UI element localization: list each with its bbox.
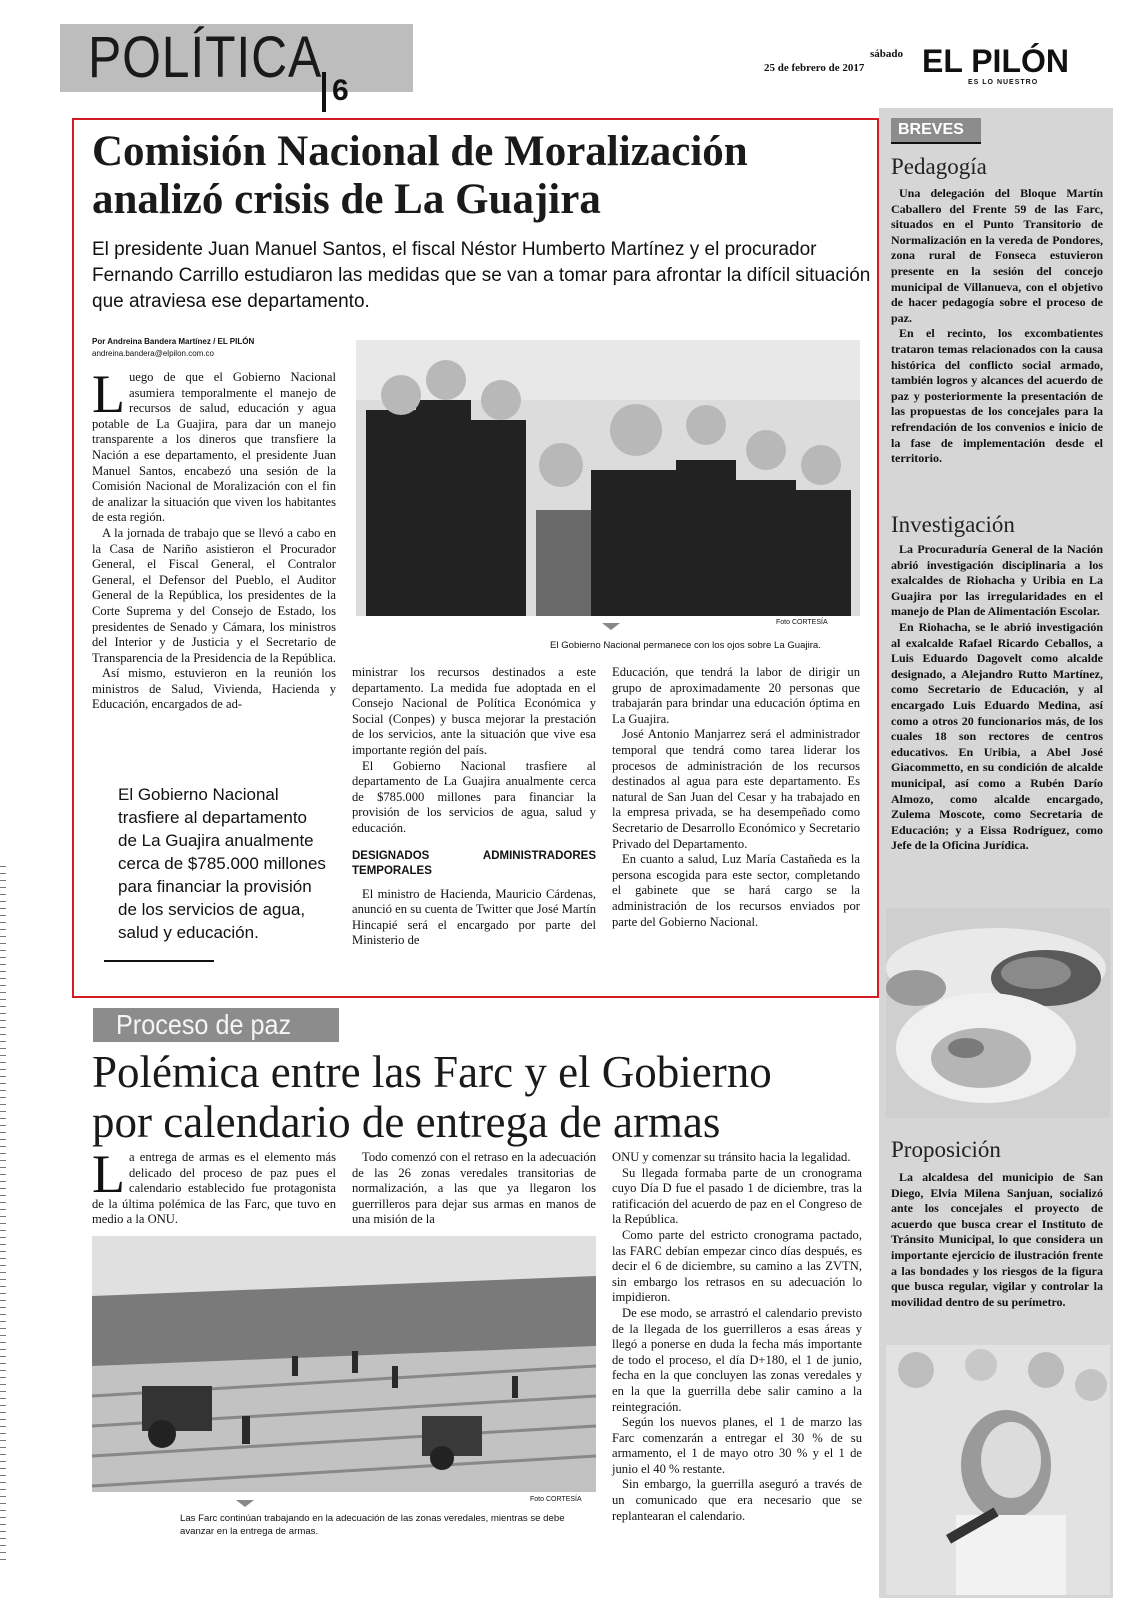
article1-byline: Por Andreina Bandera Martínez / EL PILÓN	[92, 337, 255, 346]
paragraph: Educación, que tendrá la labor de dirigir un grupo de aproximadamente 20 personas que trabajarán para brindar una educación óptima en La Guajira.	[612, 665, 860, 726]
paragraph: uego de que el Gobierno Nacional asumiera temporalmente el manejo de recursos de salud, educación y agua potable de La Guajira, para dar un manejo transparente a los dineros que transfiere la Nación a ese departamento, el presidente Juan Manuel Santos, encabezó una sesión de la Comisión Nacional de Moralización con el fin de analizar la situación que viven los habitantes de esta región.	[92, 370, 336, 525]
article2-kicker: Proceso de paz	[116, 1009, 292, 1040]
paragraph: Según los nuevos planes, el 1 de marzo las Farc comenzarán a entregar el 30 % de su armamento, el 1 de mayo otro 30 % y el 1 de junio el 40 % restante.	[612, 1415, 862, 1476]
pullquote: El Gobierno Nacional trasfiere al departamento de La Guajira anualmente cerca de $785.000 millones para financiar la provisión de los servicios de agua, salud y educación.	[118, 785, 326, 942]
field-work-photo	[92, 1236, 596, 1492]
brief-paragraph: En Riohacha, se le abrió investigación al exalcalde Rafael Ricardo Ceballos, a Luis Eduardo Dagovelt como alcalde designado, a Alejandro Rutto Martínez, como Secretario de Educación, y al encargado Luis Eduardo Medina, así como a otros 20 funcionarios más, de los cuales 18 son rectores de centros educativos. En Uribia, a Abel José Giacommetto, en su condición de alcalde municipal, así como a Rubén Darío Almozo, como alcalde encargado, Zulema Moscote, como Secretaria de Educación; y a Eissa Rodríguez, como Jefe de la Oficina Jurídica.	[891, 619, 1103, 853]
breves-rule	[891, 142, 981, 144]
article2-column-2	[352, 1150, 596, 1228]
caption-arrow-icon	[236, 1500, 254, 1507]
paragraph: El Gobierno Nacional trasfiere al departamento de La Guajira anualmente cerca de $785.000 millones para financiar la provisión de los servicios de agua, salud y educación.	[352, 758, 596, 835]
caption-arrow-icon	[602, 623, 620, 630]
scan-edge-marks	[0, 860, 6, 1560]
food-photo	[886, 908, 1110, 1118]
paragraph: ministrar los recursos destinados a este departamento. La medida fue adoptada en el Consejo Nacional de Política Económica y Social (Conpes) y busca mejorar la prestación de los servicios, ante la situación que vive esa importante región del país.	[352, 665, 596, 757]
newspaper-slogan: ES LO NUESTRO	[968, 79, 1039, 86]
article1-column-2	[352, 665, 596, 949]
article2-caption: Las Farc continúan trabajando en la adecuación de las zonas veredales, mientras se debe avanzar en la entrega de armas.	[180, 1513, 565, 1537]
mayor-photo-image	[886, 1345, 1110, 1595]
newspaper-logo: EL PILÓN	[922, 43, 1069, 79]
paragraph: José Antonio Manjarrez será el administrador temporal que tendrá como tarea liderar los procesos de administración de los recursos destinados al agua para este departamento. Es natural de San Juan del Cesar y ha trabajado en la empresa privada, se ha desempeñado como Secretario de Desarrollo Económico y Secretario Privado del Departamento.	[612, 727, 860, 851]
dropcap: L	[92, 1144, 125, 1204]
article1-column-1	[92, 364, 336, 713]
paragraph: ONU y comenzar su tránsito hacia la legalidad.	[612, 1150, 851, 1164]
brief-title-investigacion: Investigación	[891, 512, 1015, 537]
page-number-divider	[322, 72, 326, 112]
article1-caption: El Gobierno Nacional permanece con los ojos sobre La Guajira.	[550, 640, 821, 651]
paragraph: Así mismo, estuvieron en la reunión los ministros de Salud, Vivienda, Hacienda y Educación, encargados de ad-	[92, 666, 336, 712]
brief-paragraph: En el recinto, los excombatientes trataron temas relacionados con la causa histórica del conflicto social armado, también logros y alcances del acuerdo de paz y posteriormente la presentación de las propuestas de los concejales para la refrendación de los convenios e inicio de la fase de implementación desde el territorio.	[891, 326, 1103, 466]
brief-body-investigacion	[891, 542, 1103, 854]
mayor-photo	[886, 1345, 1110, 1595]
field-work-photo-image	[92, 1236, 596, 1492]
paragraph: En cuanto a salud, Luz María Castañeda es la persona escogida para este sector, completando el gabinete que se hará cargo se la administración de los recursos enviados por parte del Gobierno Nacional.	[612, 852, 860, 929]
brief-paragraph: La alcaldesa del municipio de San Diego, Elvia Milena Sanjuan, socializó ante los concejales el proyecto de acuerdo que busca crear el Instituto de Tránsito Municipal, lo que considera un importante ejercicio de ilustración frente a las bondades y los riesgos de la figura que busca regular, vigilar y controlar la movilidad dentro de su perímetro.	[891, 1170, 1103, 1309]
pullquote-rule	[104, 960, 214, 962]
brief-paragraph: La Procuraduría General de la Nación abrió investigación disciplinaria a los exalcaldes de Riohacha y Uribia en La Guajira por las irregularidades en el manejo de Plan de Alimentación Escolar.	[891, 542, 1103, 619]
photo-credit: Foto CORTESÍA	[776, 619, 828, 626]
brief-body-pedagogia	[891, 186, 1103, 467]
officials-photo-image	[356, 340, 860, 616]
officials-photo	[356, 340, 860, 616]
headline-line: analizó crisis de La Guajira	[92, 176, 601, 223]
brief-title-pedagogia: Pedagogía	[891, 154, 987, 179]
page-number: 6	[332, 74, 349, 107]
paragraph: De ese modo, se arrastró el calendario previsto de la llegada de los guerrilleros a esas áreas y llegó a ponerse en duda la fecha más importante de todo el proceso, el día D+180, el 1 de junio, fecha en la que concluyen las zonas veredales y en la que la guerrilla debe salir camino a la reintegración.	[612, 1305, 862, 1414]
brief-title-proposicion: Proposición	[891, 1137, 1001, 1162]
article1-subhead: El presidente Juan Manuel Santos, el fiscal Néstor Humberto Martínez y el procurador Fernando Carrillo estudiaron las medidas que se van a tomar para afrontar la difícil situación que atraviesa ese departamento.	[92, 239, 871, 312]
food-photo-image	[886, 908, 1110, 1118]
paragraph: Todo comenzó con el retraso en la adecuación de las 26 zonas veredales transitorias de normalización, a las que ya llegaron los guerrilleros para dejar sus armas en manos de una misión de la	[352, 1150, 596, 1227]
paragraph: A la jornada de trabajo que se llevó a cabo en la Casa de Nariño asistieron el Procurador General, el Fiscal General, el Contralor General, el Defensor del Pueblo, el Auditor General de la República, los presidentes de la Corte Suprema y del Consejo de Estado, los presidentes de Senado y Cámara, los ministros del Interior y de Justicia y el Secretario de Transparencia de la Presidencia de la República.	[92, 525, 336, 665]
brief-body-proposicion	[891, 1170, 1103, 1310]
article2-headline	[92, 1047, 872, 1147]
paragraph: a entrega de armas es el elemento más delicado del proceso de paz pues el calendario establecido fue protagonista de la última polémica de las Farc, que tuvo en medio a la ONU.	[92, 1150, 336, 1227]
section-title: POLÍTICA	[88, 25, 323, 90]
paragraph: Sin embargo, la guerrilla aseguró a través de un comunicado que era necesario que se replantearan el calendario.	[612, 1477, 862, 1523]
weekday: sábado	[870, 48, 904, 60]
article1-column-3	[612, 665, 860, 930]
breves-label: BREVES	[898, 121, 964, 138]
headline-line: por calendario de entrega de armas	[92, 1097, 721, 1147]
article2-column-1	[92, 1144, 336, 1228]
paragraph: Su llegada formaba parte de un cronograma cuyo Día D fue el pasado 1 de diciembre, tras la ratificación del acuerdo de paz en el Congreso de la República.	[612, 1165, 862, 1227]
article2-column-3	[612, 1150, 862, 1524]
headline-line: Polémica entre las Farc y el Gobierno	[92, 1047, 772, 1097]
dropcap: L	[92, 364, 125, 424]
subheading: DESIGNADOS ADMINISTRADORES TEMPORALES	[352, 849, 596, 877]
article1-email: andreina.bandera@elpilon.com.co	[92, 349, 214, 358]
issue-date: 25 de febrero de 2017	[764, 62, 865, 74]
brief-paragraph: Una delegación del Bloque Martín Caballero del Frente 59 de las Farc, situados en el Punto Transitorio de Normalización en la vereda de Pondores, zona rural de Fonseca estuvieron presente en la sesión del concejo municipal de Villanueva, con el objetivo de hacer pedagogía sobre el proceso de paz.	[891, 186, 1103, 325]
headline-line: Comisión Nacional de Moralización	[92, 128, 748, 175]
paragraph: El ministro de Hacienda, Mauricio Cárdenas, anunció en su cuenta de Twitter que José Martín Hincapié será el encargado por parte del Ministerio de	[352, 886, 596, 948]
article1-headline	[92, 128, 882, 224]
photo-credit: Foto CORTESÍA	[530, 1496, 582, 1503]
paragraph: Como parte del estricto cronograma pactado, las FARC debían empezar cinco días después, es decir el 6 de diciembre, su camino a las ZVTN, sin embargo los retrasos en su adecuación lo impidieron.	[612, 1227, 862, 1305]
